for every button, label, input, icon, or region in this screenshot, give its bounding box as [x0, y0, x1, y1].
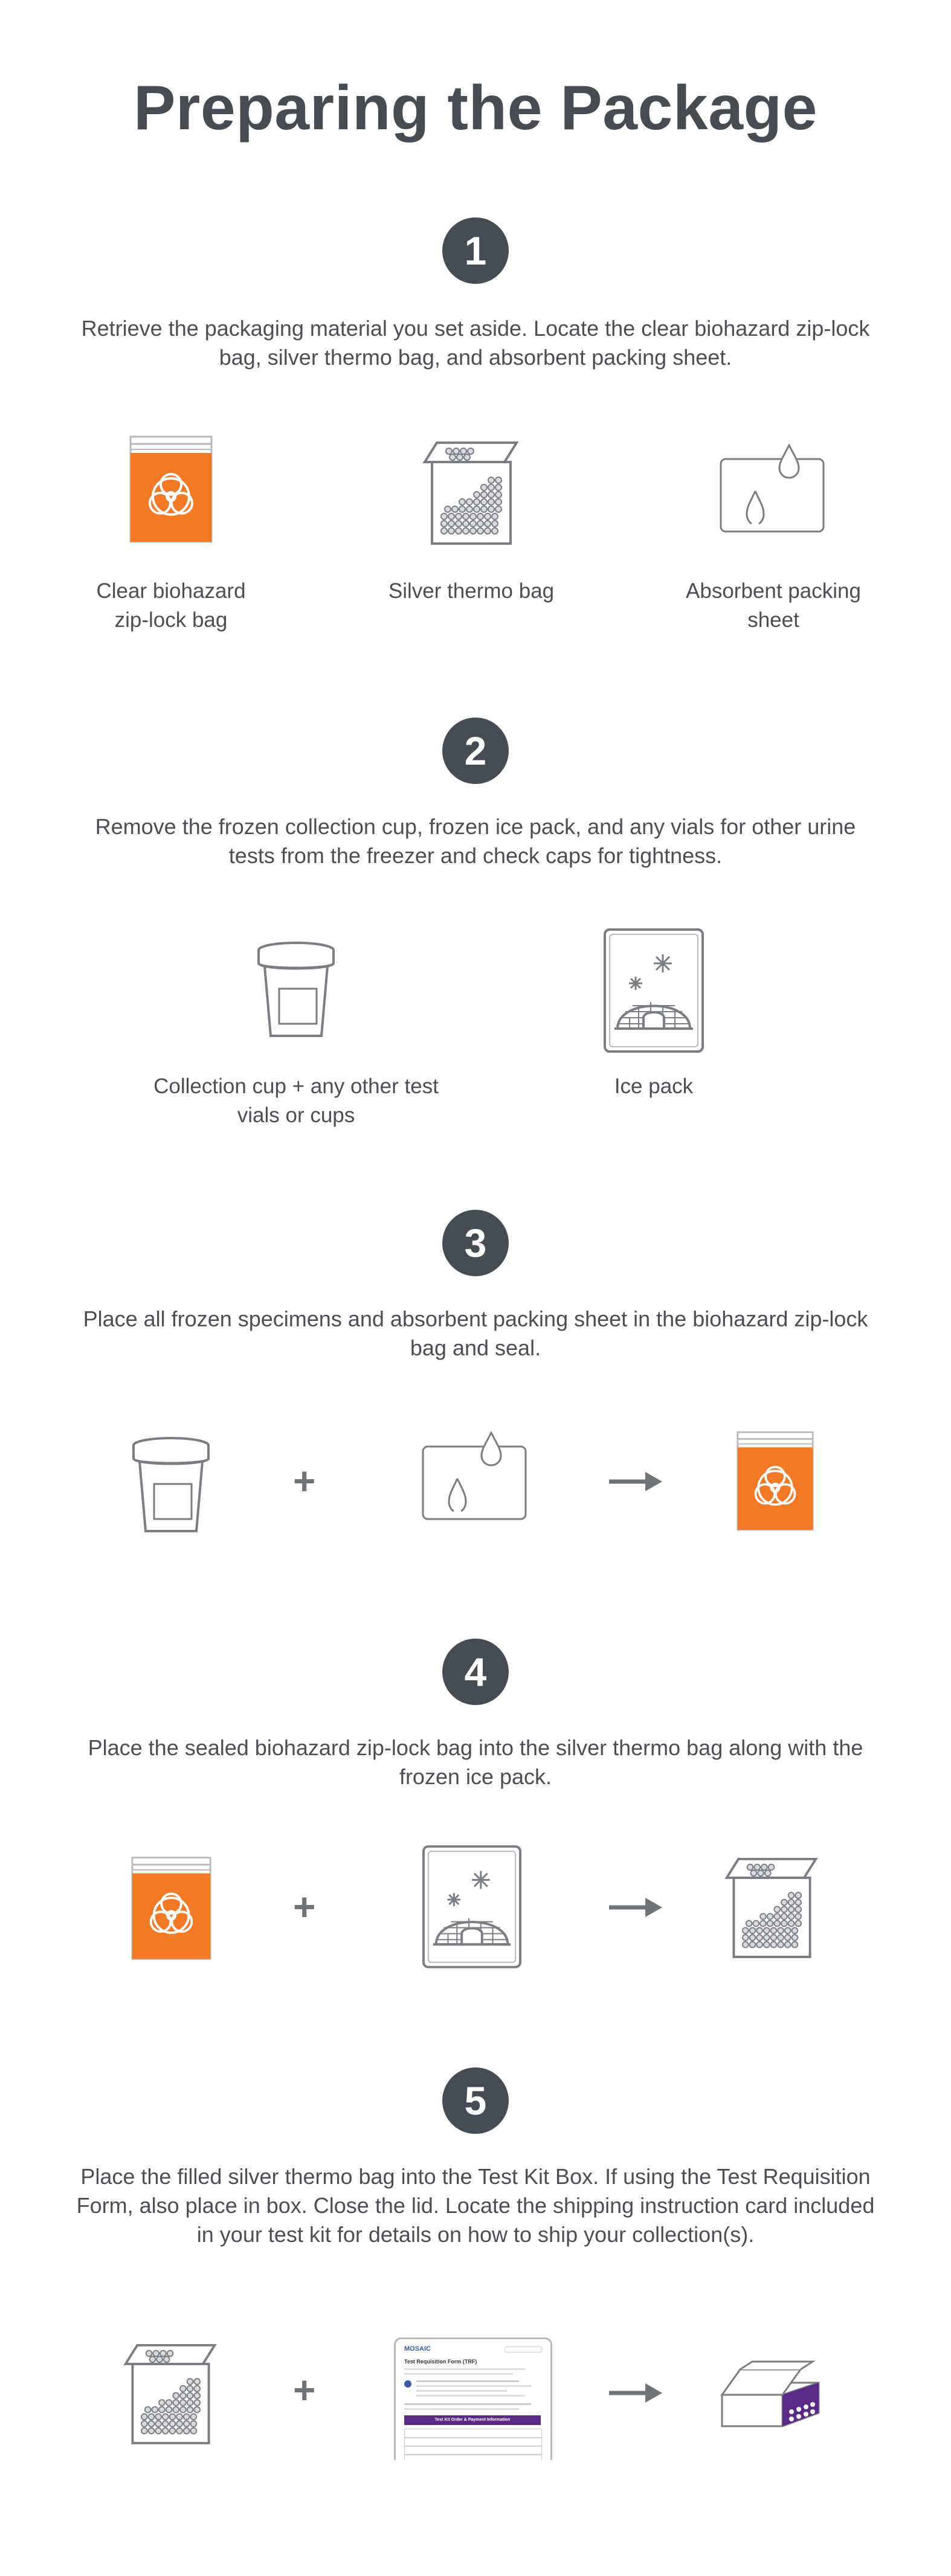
step-4-instruction: Place the sealed biohazard zip-lock bag into the silver thermo bag along with the frozen ice pack.: [88, 1735, 863, 1789]
form-header: Test Requisition Form (TRF): [404, 2359, 477, 2365]
step-3-number: 3: [442, 1210, 509, 1276]
right-arrow-icon: [609, 1469, 663, 1494]
step-5-number: 5: [442, 2067, 509, 2134]
thermo-bag-icon: [722, 1854, 822, 1960]
thermo-bag-icon: [420, 438, 523, 547]
plus-icon: +: [293, 2368, 316, 2412]
collection-cup-label: Collection cup + any other test vials or cups: [153, 1074, 439, 1127]
step-5-instruction: Place the filled silver thermo bag into the Test Kit Box. If using the Test Requisition Form, also place in box. Close the lid. Locate the shipping instruction card included in your test kit for details on how to ship your collection(s).: [76, 2164, 875, 2247]
ice-pack-label: Ice pack: [614, 1074, 694, 1098]
thermo-bag-icon: [121, 2340, 221, 2446]
step-3-instruction: Place all frozen specimens and absorbent packing sheet in the biohazard zip-lock bag and seal.: [83, 1306, 868, 1360]
step-4-number: 4: [442, 1639, 509, 1705]
plus-icon: +: [293, 1885, 316, 1929]
step-1-instruction: Retrieve the packaging material you set aside. Locate the clear biohazard zip-lock bag, silver thermo bag, and absorbent packing sheet.: [81, 316, 870, 370]
test-kit-box-icon: [716, 2359, 831, 2431]
form-banner: Test Kit Order & Payment Information: [404, 2415, 541, 2425]
collection-cup-icon: [254, 939, 338, 1042]
right-arrow-icon: [609, 1895, 663, 1919]
absorbent-sheet-icon: [718, 444, 827, 535]
step-2-number: 2: [442, 718, 509, 784]
step-2-instruction: Remove the frozen collection cup, frozen ice pack, and any vials for other urine tests from the freezer and check caps for tightness.: [95, 814, 856, 868]
biohazard-bag-icon: [131, 1855, 212, 1961]
collection-cup-icon: [129, 1434, 213, 1537]
form-brand: MOSAIC: [404, 2345, 431, 2353]
step-1-number: 1: [442, 217, 509, 284]
right-arrow-icon: [609, 2381, 663, 2405]
ice-pack-icon: [602, 927, 705, 1054]
plus-icon: +: [293, 1459, 316, 1503]
absorbent-sheet-label: Absorbent packing sheet: [686, 579, 861, 632]
biohazard-bag-label: Clear biohazard zip-lock bag: [96, 579, 246, 632]
thermo-bag-label: Silver thermo bag: [388, 579, 555, 603]
page-title: Preparing the Package: [134, 73, 817, 143]
requisition-form-icon: [394, 2337, 552, 2460]
biohazard-bag-icon: [129, 435, 213, 544]
biohazard-bag-icon: [736, 1430, 814, 1532]
ice-pack-icon: [421, 1843, 523, 1970]
absorbent-sheet-icon: [420, 1431, 529, 1522]
